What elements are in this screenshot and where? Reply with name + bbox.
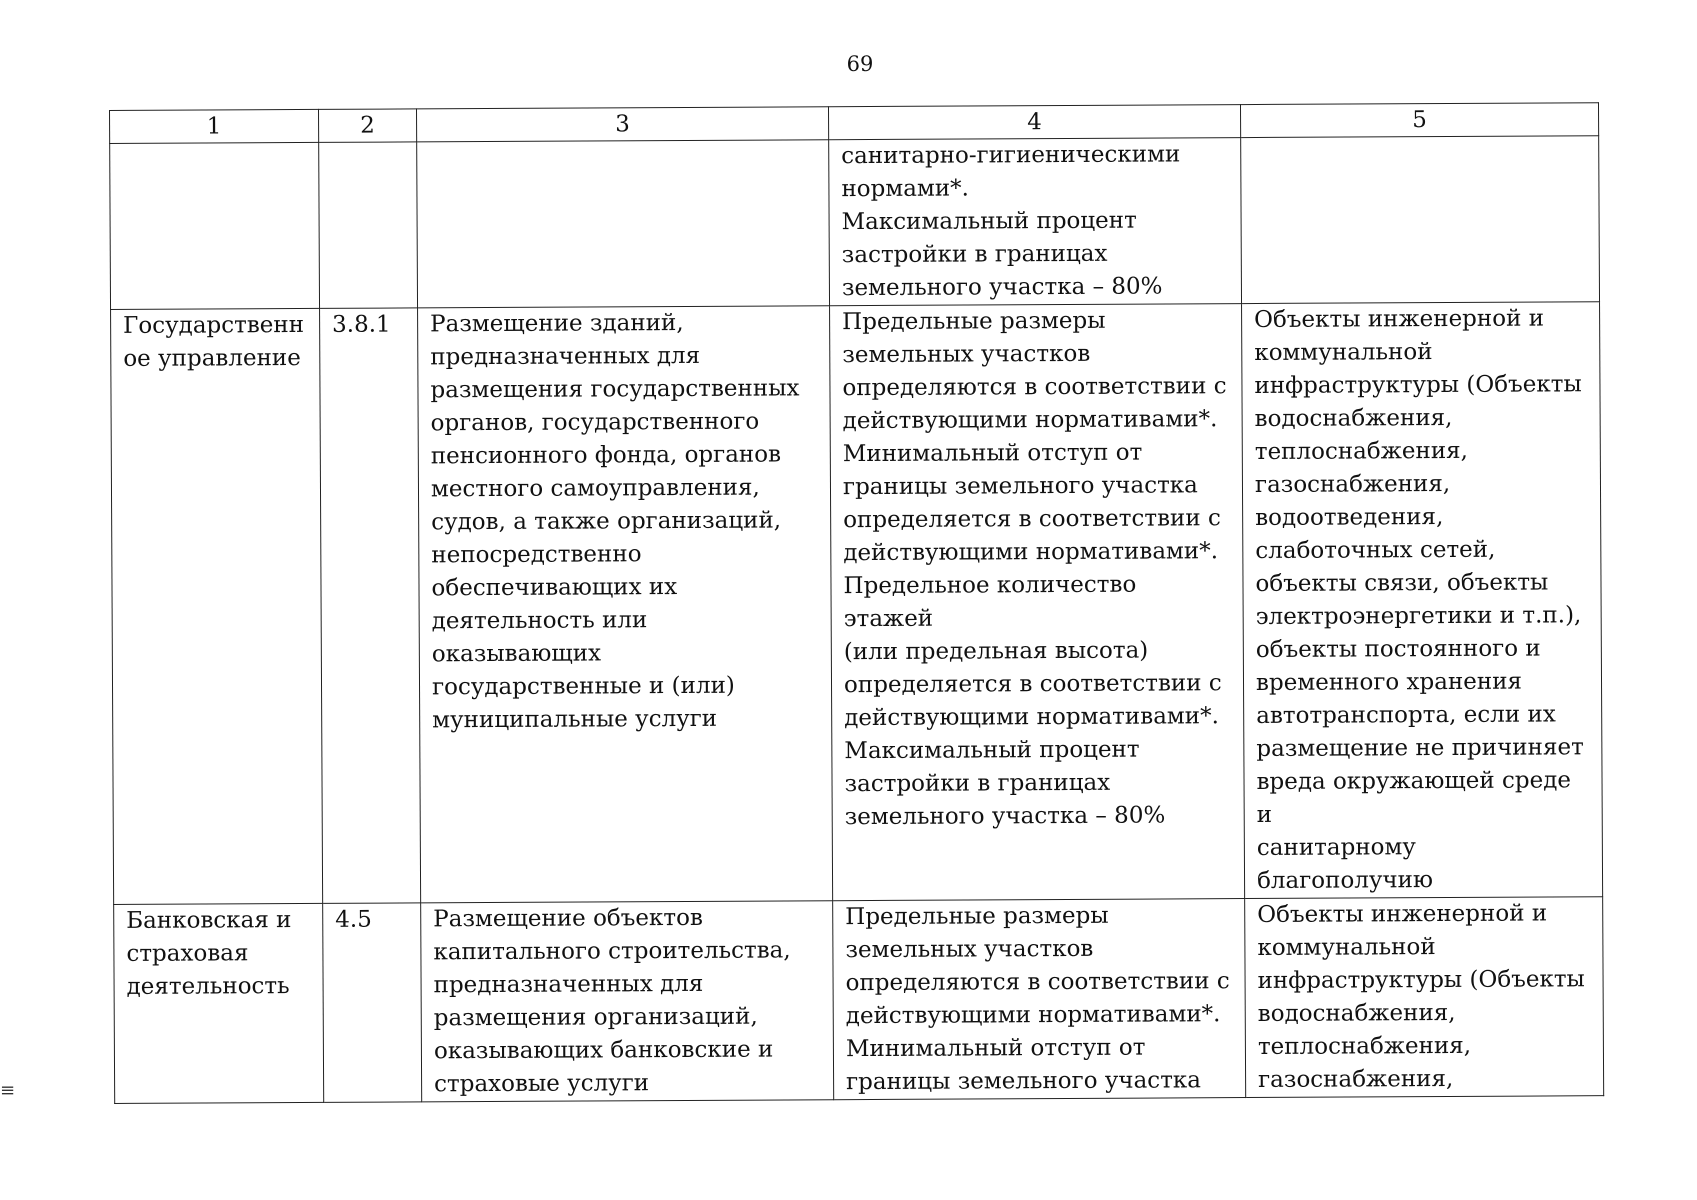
cell-use-name: [111, 308, 323, 904]
cell-text: [429, 140, 816, 142]
cell-auxiliary-objects: [1241, 136, 1600, 304]
cell-parameters: [833, 899, 1246, 1100]
cell-use-name: [114, 903, 324, 1103]
cell-text: Размещение объектов капитального строительства, предназначенных для размещения организаций, оказывающих банковские и страховые услуги: [433, 904, 791, 1098]
cell-use-description: [418, 306, 833, 903]
cell-text: Размещение зданий, предназначенных для размещения государственных органов, государственного пенсионного фонда, органов местного самоуправления, судов, а также организаций, непосредственно обеспечивающих их деятельность или оказывающих государственные и (или) муниципальные услуги: [430, 309, 800, 734]
header-cell-1: 1: [110, 109, 319, 143]
header-cell-2: 2: [318, 109, 416, 143]
cell-parameters: [830, 304, 1245, 901]
cell-text: Предельные размеры земельных участков определяются в соответствии с действующими нормативами*. Минимальный отступ от границы земельного участка определяется в соответствии с действующими нормативами*. Предельное количество этажей (или предельная высота) определяется в соответствии с действующими нормативами*. Максимальный процент застройки в границах земельного участка – 80%: [842, 307, 1227, 831]
cell-auxiliary-objects: [1245, 897, 1604, 1098]
table-row: [110, 136, 1600, 310]
scan-artifact-mark: ≡: [0, 1080, 16, 1101]
land-use-table: [109, 102, 1604, 1104]
table-row: [111, 302, 1603, 905]
cell-parameters: [829, 138, 1242, 306]
cell-text: Объекты инженерной и коммунальной инфраструктуры (Объекты водоснабжения, теплоснабжения, газоснабжения,: [1257, 900, 1585, 1093]
cell-text: Банковская и страховая деятельность: [126, 907, 292, 1000]
cell-use-name: [110, 142, 320, 309]
page-number: 69: [846, 52, 874, 76]
header-cell-5: 5: [1240, 103, 1598, 138]
cell-text: Предельные размеры земельных участков определяются в соответствии с действующими нормативами*. Минимальный отступ от границы земельного участка: [845, 902, 1230, 1096]
cell-text: [1253, 136, 1586, 138]
cell-text: Объекты инженерной и коммунальной инфраструктуры (Объекты водоснабжения, теплоснабжения, газоснабжения, водоотведения, слаботочных сетей, объекты связи, объекты электроэнергетики и т.п.), объекты постоянного и временного хранения автотранспорта, если их размещение не причиняет вреда окружающей среде и санитарному благополучию: [1254, 305, 1584, 894]
cell-use-code: [319, 142, 418, 309]
cell-text: санитарно-гигиеническими нормами*. Максимальный процент застройки в границах земельного участка – 80%: [841, 141, 1181, 302]
cell-text: Государственн ое управление: [123, 311, 305, 372]
cell-text: 3.8.1: [332, 311, 391, 338]
cell-use-description: [421, 901, 834, 1102]
table-row: [114, 897, 1604, 1104]
cell-use-description: [417, 140, 830, 308]
header-cell-3: 3: [416, 107, 828, 142]
cell-use-code: [323, 903, 422, 1103]
cell-text: 4.5: [335, 906, 372, 933]
cell-text: [122, 143, 306, 144]
header-cell-4: 4: [828, 105, 1240, 140]
cell-auxiliary-objects: [1242, 302, 1603, 899]
cell-use-code: [320, 308, 421, 904]
